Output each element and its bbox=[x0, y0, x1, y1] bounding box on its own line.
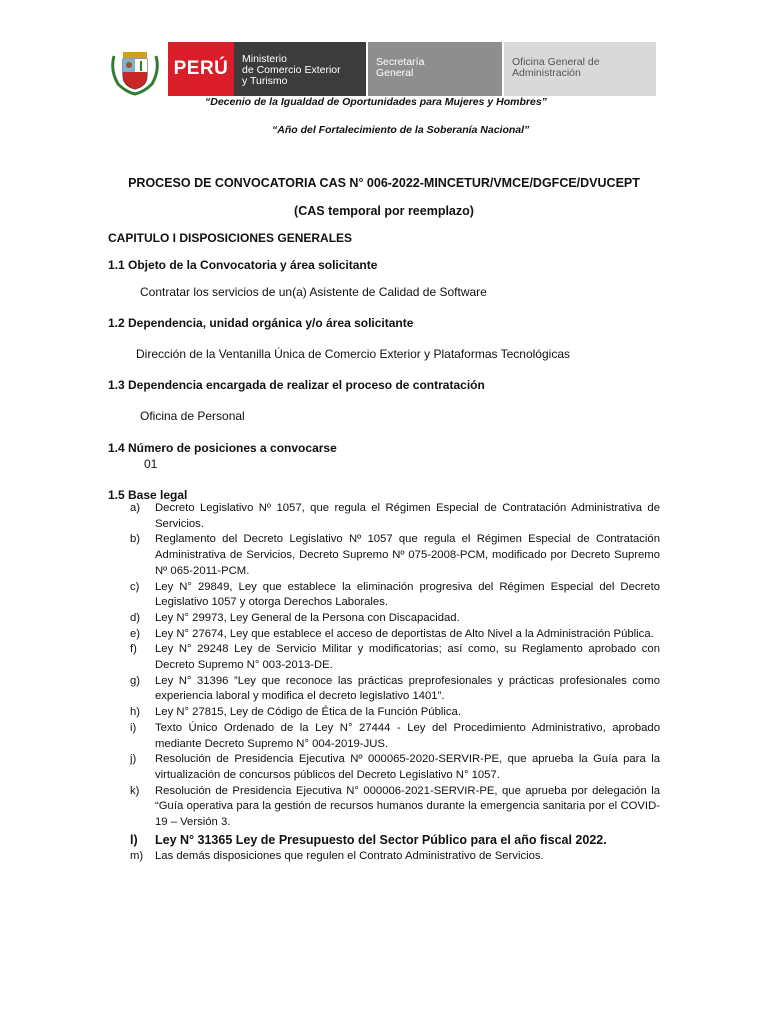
list-item bbox=[130, 831, 660, 849]
list-marker: a) bbox=[130, 502, 141, 514]
institutional-header bbox=[106, 42, 658, 96]
list-marker: h) bbox=[130, 706, 141, 719]
list-item bbox=[130, 721, 660, 752]
list-item bbox=[130, 849, 660, 865]
list-item bbox=[130, 580, 660, 611]
section-1-3-body: Oficina de Personal bbox=[140, 409, 245, 423]
oficina-line: Oficina General de bbox=[512, 56, 600, 68]
list-marker: b) bbox=[130, 533, 141, 546]
section-1-1-body: Contratar los servicios de un(a) Asistente de Calidad de Software bbox=[140, 285, 487, 299]
list-item bbox=[130, 705, 660, 721]
list-item bbox=[130, 784, 660, 831]
list-item-text: Ley N° 29973, Ley General de la Persona con Discapacidad. bbox=[155, 611, 460, 624]
anio-slogan: “Año del Fortalecimiento de la Soberanía Nacional” bbox=[272, 124, 530, 136]
list-marker: j) bbox=[130, 753, 137, 766]
list-item bbox=[130, 532, 660, 579]
list-item bbox=[130, 611, 660, 627]
section-1-4-body: 01 bbox=[144, 457, 158, 471]
list-marker: f) bbox=[130, 643, 137, 656]
section-1-2-heading: 1.2 Dependencia, unidad orgánica y/o área solicitante bbox=[108, 316, 414, 330]
list-item-text: Resolución de Presidencia Ejecutiva Nº 000065-2020-SERVIR-PE, que aprueba la Guía para la virtualización de concursos públicos del Decreto Legislativo N° 1057. bbox=[155, 753, 660, 781]
peru-brand-block: PERÚ bbox=[168, 42, 234, 96]
list-item-text: Decreto Legislativo Nº 1057, que regula el Régimen Especial de Contratación Administrativa de Servicios. bbox=[155, 502, 660, 530]
list-marker: m) bbox=[130, 849, 144, 862]
chapter-heading: CAPITULO I DISPOSICIONES GENERALES bbox=[108, 231, 353, 245]
list-marker: l) bbox=[130, 832, 138, 847]
section-1-5-heading: 1.5 Base legal bbox=[108, 488, 188, 502]
list-item bbox=[130, 752, 660, 783]
list-item-text: Resolución de Presidencia Ejecutiva N° 000006-2021-SERVIR-PE, que aprueba por delegación la “Guía operativa para la gestión de recursos humanos durante la emergencia sanitaria por el COVID-19 – Versión 3. bbox=[155, 784, 660, 829]
list-item bbox=[130, 642, 660, 673]
secretaria-line: Secretaría bbox=[376, 56, 425, 68]
list-marker: g) bbox=[130, 674, 141, 687]
section-1-2-body: Dirección de la Ventanilla Única de Comercio Exterior y Plataformas Tecnológicas bbox=[136, 347, 570, 361]
ministerio-line: de Comercio Exterior bbox=[242, 64, 341, 76]
list-item-text: Reglamento del Decreto Legislativo Nº 1057 que regula el Régimen Especial de Contratación Administrativa de Servicios, Decreto Supremo Nº 075-2008-PCM, modificado por Decreto Supremo Nº 065-2011-PCM. bbox=[155, 533, 660, 577]
list-item-text: Ley N° 29849, Ley que establece la eliminación progresiva del Régimen Especial del Decreto Legislativo 1057 y otorga Derechos Laborales. bbox=[155, 580, 660, 609]
secretaria-block bbox=[368, 42, 502, 96]
section-1-3-heading: 1.3 Dependencia encargada de realizar el proceso de contratación bbox=[108, 378, 485, 392]
list-item bbox=[130, 627, 660, 643]
list-marker: c) bbox=[130, 580, 140, 593]
section-1-1-heading: 1.1 Objeto de la Convocatoria y área solicitante bbox=[108, 258, 378, 272]
list-item-text: Ley N° 31396 ”Ley que reconoce las prácticas preprofesionales y prácticas profesionales como experiencia laboral y modifica el decreto legislativo 1401”. bbox=[155, 674, 660, 703]
ministerio-block bbox=[234, 42, 366, 96]
secretaria-line: General bbox=[376, 67, 414, 79]
list-item-text: Ley N° 27674, Ley que establece el acceso de deportistas de Alto Nivel a la Administración Pública. bbox=[155, 627, 654, 640]
document-title: PROCESO DE CONVOCATORIA CAS N° 006-2022-MINCETUR/VMCE/DGFCE/DVUCEPT bbox=[128, 176, 640, 190]
section-1-4-heading: 1.4 Número de posiciones a convocarse bbox=[108, 441, 337, 455]
oficina-block bbox=[504, 42, 656, 96]
list-item-text: Las demás disposiciones que regulen el Contrato Administrativo de Servicios. bbox=[155, 849, 544, 862]
ministerio-line: Ministerio bbox=[242, 53, 287, 65]
list-marker: e) bbox=[130, 627, 141, 640]
list-item-text: Ley N° 27815, Ley de Código de Ética de la Función Pública. bbox=[155, 706, 461, 719]
list-marker: d) bbox=[130, 611, 141, 624]
list-item bbox=[130, 501, 660, 532]
coat-of-arms-icon bbox=[106, 42, 164, 96]
list-item-text: Ley N° 31365 Ley de Presupuesto del Sector Público para el año fiscal 2022. bbox=[155, 832, 607, 847]
oficina-line: Administración bbox=[512, 67, 581, 79]
list-marker: k) bbox=[130, 784, 140, 797]
list-item bbox=[130, 674, 660, 705]
document-subtitle: (CAS temporal por reemplazo) bbox=[294, 204, 474, 218]
list-item-text: Ley N° 29248 Ley de Servicio Militar y modificatorias; así como, su Reglamento aprobado con Decreto Supremo N° 003-2013-DE. bbox=[155, 643, 660, 672]
decenio-slogan: “Decenio de la Igualdad de Oportunidades para Mujeres y Hombres” bbox=[205, 96, 547, 108]
list-marker: i) bbox=[130, 721, 137, 734]
peru-coat-of-arms-logo bbox=[106, 42, 164, 96]
ministerio-line: y Turismo bbox=[242, 75, 288, 87]
list-item-text: Texto Único Ordenado de la Ley N° 27444 - Ley del Procedimiento Administrativo, aprobado mediante Decreto Supremo N° 004-2019-JUS. bbox=[155, 721, 660, 750]
legal-basis-list bbox=[130, 501, 660, 864]
